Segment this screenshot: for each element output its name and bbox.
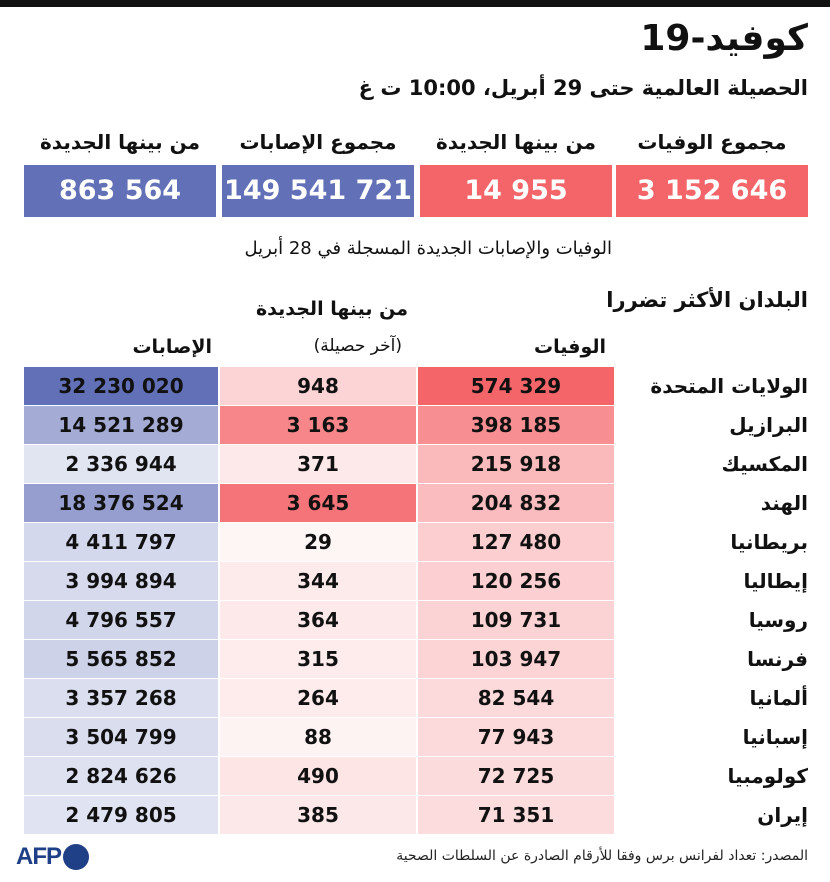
country-name: ألمانيا — [749, 686, 808, 710]
stat-new-cases-value: 863 564 — [24, 165, 216, 217]
stat-new-deaths-value: 14 955 — [420, 165, 612, 217]
cases-cell: 3 357 268 — [24, 679, 218, 717]
cases-cell: 14 521 289 — [24, 406, 218, 444]
stat-new-cases-label: من بينها الجديدة — [39, 130, 201, 154]
table-row — [0, 367, 830, 406]
cases-cell: 3 504 799 — [24, 718, 218, 756]
stat-new-deaths-label: من بينها الجديدة — [435, 130, 597, 154]
table-row — [0, 718, 830, 757]
deaths-cell: 72 725 — [418, 757, 614, 795]
table-section-title: البلدان الأكثر تضررا — [606, 288, 808, 312]
country-name: الولايات المتحدة — [650, 374, 808, 398]
new-deaths-cell: 3 163 — [220, 406, 416, 444]
table-row — [0, 562, 830, 601]
top-rule — [0, 0, 830, 7]
deaths-cell: 127 480 — [418, 523, 614, 561]
stat-total-deaths-value: 3 152 646 — [616, 165, 808, 217]
new-deaths-cell: 264 — [220, 679, 416, 717]
afp-logo-text: AFP — [16, 843, 61, 870]
table-row — [0, 484, 830, 523]
deaths-cell: 77 943 — [418, 718, 614, 756]
cases-cell: 18 376 524 — [24, 484, 218, 522]
cases-cell: 3 994 894 — [24, 562, 218, 600]
new-figures-note: الوفيات والإصابات الجديدة المسجلة في 28 أبريل — [244, 238, 612, 259]
page-title: كوفيد-19 — [640, 18, 808, 59]
deaths-cell: 204 832 — [418, 484, 614, 522]
table-row — [0, 757, 830, 796]
table-row — [0, 406, 830, 445]
stat-total-deaths-label: مجموع الوفيات — [637, 130, 787, 154]
table-row — [0, 445, 830, 484]
deaths-cell: 82 544 — [418, 679, 614, 717]
cases-cell: 2 824 626 — [24, 757, 218, 795]
source-note: المصدر: تعداد لفرانس برس وفقا للأرقام الصادرة عن السلطات الصحية — [396, 848, 808, 864]
cases-cell: 2 479 805 — [24, 796, 218, 834]
new-deaths-cell: 948 — [220, 367, 416, 405]
deaths-cell: 120 256 — [418, 562, 614, 600]
deaths-cell: 574 329 — [418, 367, 614, 405]
cases-cell: 2 336 944 — [24, 445, 218, 483]
new-deaths-cell: 364 — [220, 601, 416, 639]
deaths-cell: 215 918 — [418, 445, 614, 483]
afp-logo-dot-icon — [63, 844, 89, 870]
table-row — [0, 679, 830, 718]
stat-total-cases-label: مجموع الإصابات — [239, 130, 397, 154]
new-deaths-cell: 344 — [220, 562, 416, 600]
deaths-cell: 398 185 — [418, 406, 614, 444]
country-name: الهند — [760, 491, 808, 515]
deaths-cell: 109 731 — [418, 601, 614, 639]
table-row — [0, 796, 830, 835]
cases-cell: 32 230 020 — [24, 367, 218, 405]
new-deaths-cell: 371 — [220, 445, 416, 483]
country-name: إيطاليا — [743, 569, 808, 593]
new-deaths-cell: 88 — [220, 718, 416, 756]
country-name: بريطانيا — [730, 530, 808, 554]
country-name: إيران — [757, 803, 808, 827]
deaths-cell: 103 947 — [418, 640, 614, 678]
new-deaths-cell: 385 — [220, 796, 416, 834]
column-header-cases: الإصابات — [132, 336, 212, 358]
cases-cell: 4 796 557 — [24, 601, 218, 639]
table-row — [0, 640, 830, 679]
cases-cell: 4 411 797 — [24, 523, 218, 561]
country-name: روسيا — [748, 608, 808, 632]
page-subtitle: الحصيلة العالمية حتى 29 أبريل، 10:00 ت غ — [358, 76, 808, 100]
column-subheader-latest: (آخر حصيلة) — [313, 336, 402, 356]
new-deaths-cell: 3 645 — [220, 484, 416, 522]
country-name: فرنسا — [747, 647, 808, 671]
table-row — [0, 523, 830, 562]
country-name: المكسيك — [721, 452, 808, 476]
country-name: إسبانيا — [742, 725, 808, 749]
column-header-new-deaths: من بينها الجديدة — [255, 298, 408, 320]
table-row — [0, 601, 830, 640]
afp-logo — [16, 842, 89, 872]
new-deaths-cell: 315 — [220, 640, 416, 678]
new-deaths-cell: 490 — [220, 757, 416, 795]
country-name: كولومبيا — [727, 764, 808, 788]
stat-total-cases-value: 149 541 721 — [222, 165, 414, 217]
new-deaths-cell: 29 — [220, 523, 416, 561]
cases-cell: 5 565 852 — [24, 640, 218, 678]
column-header-deaths: الوفيات — [534, 336, 606, 358]
country-name: البرازيل — [729, 413, 808, 437]
deaths-cell: 71 351 — [418, 796, 614, 834]
